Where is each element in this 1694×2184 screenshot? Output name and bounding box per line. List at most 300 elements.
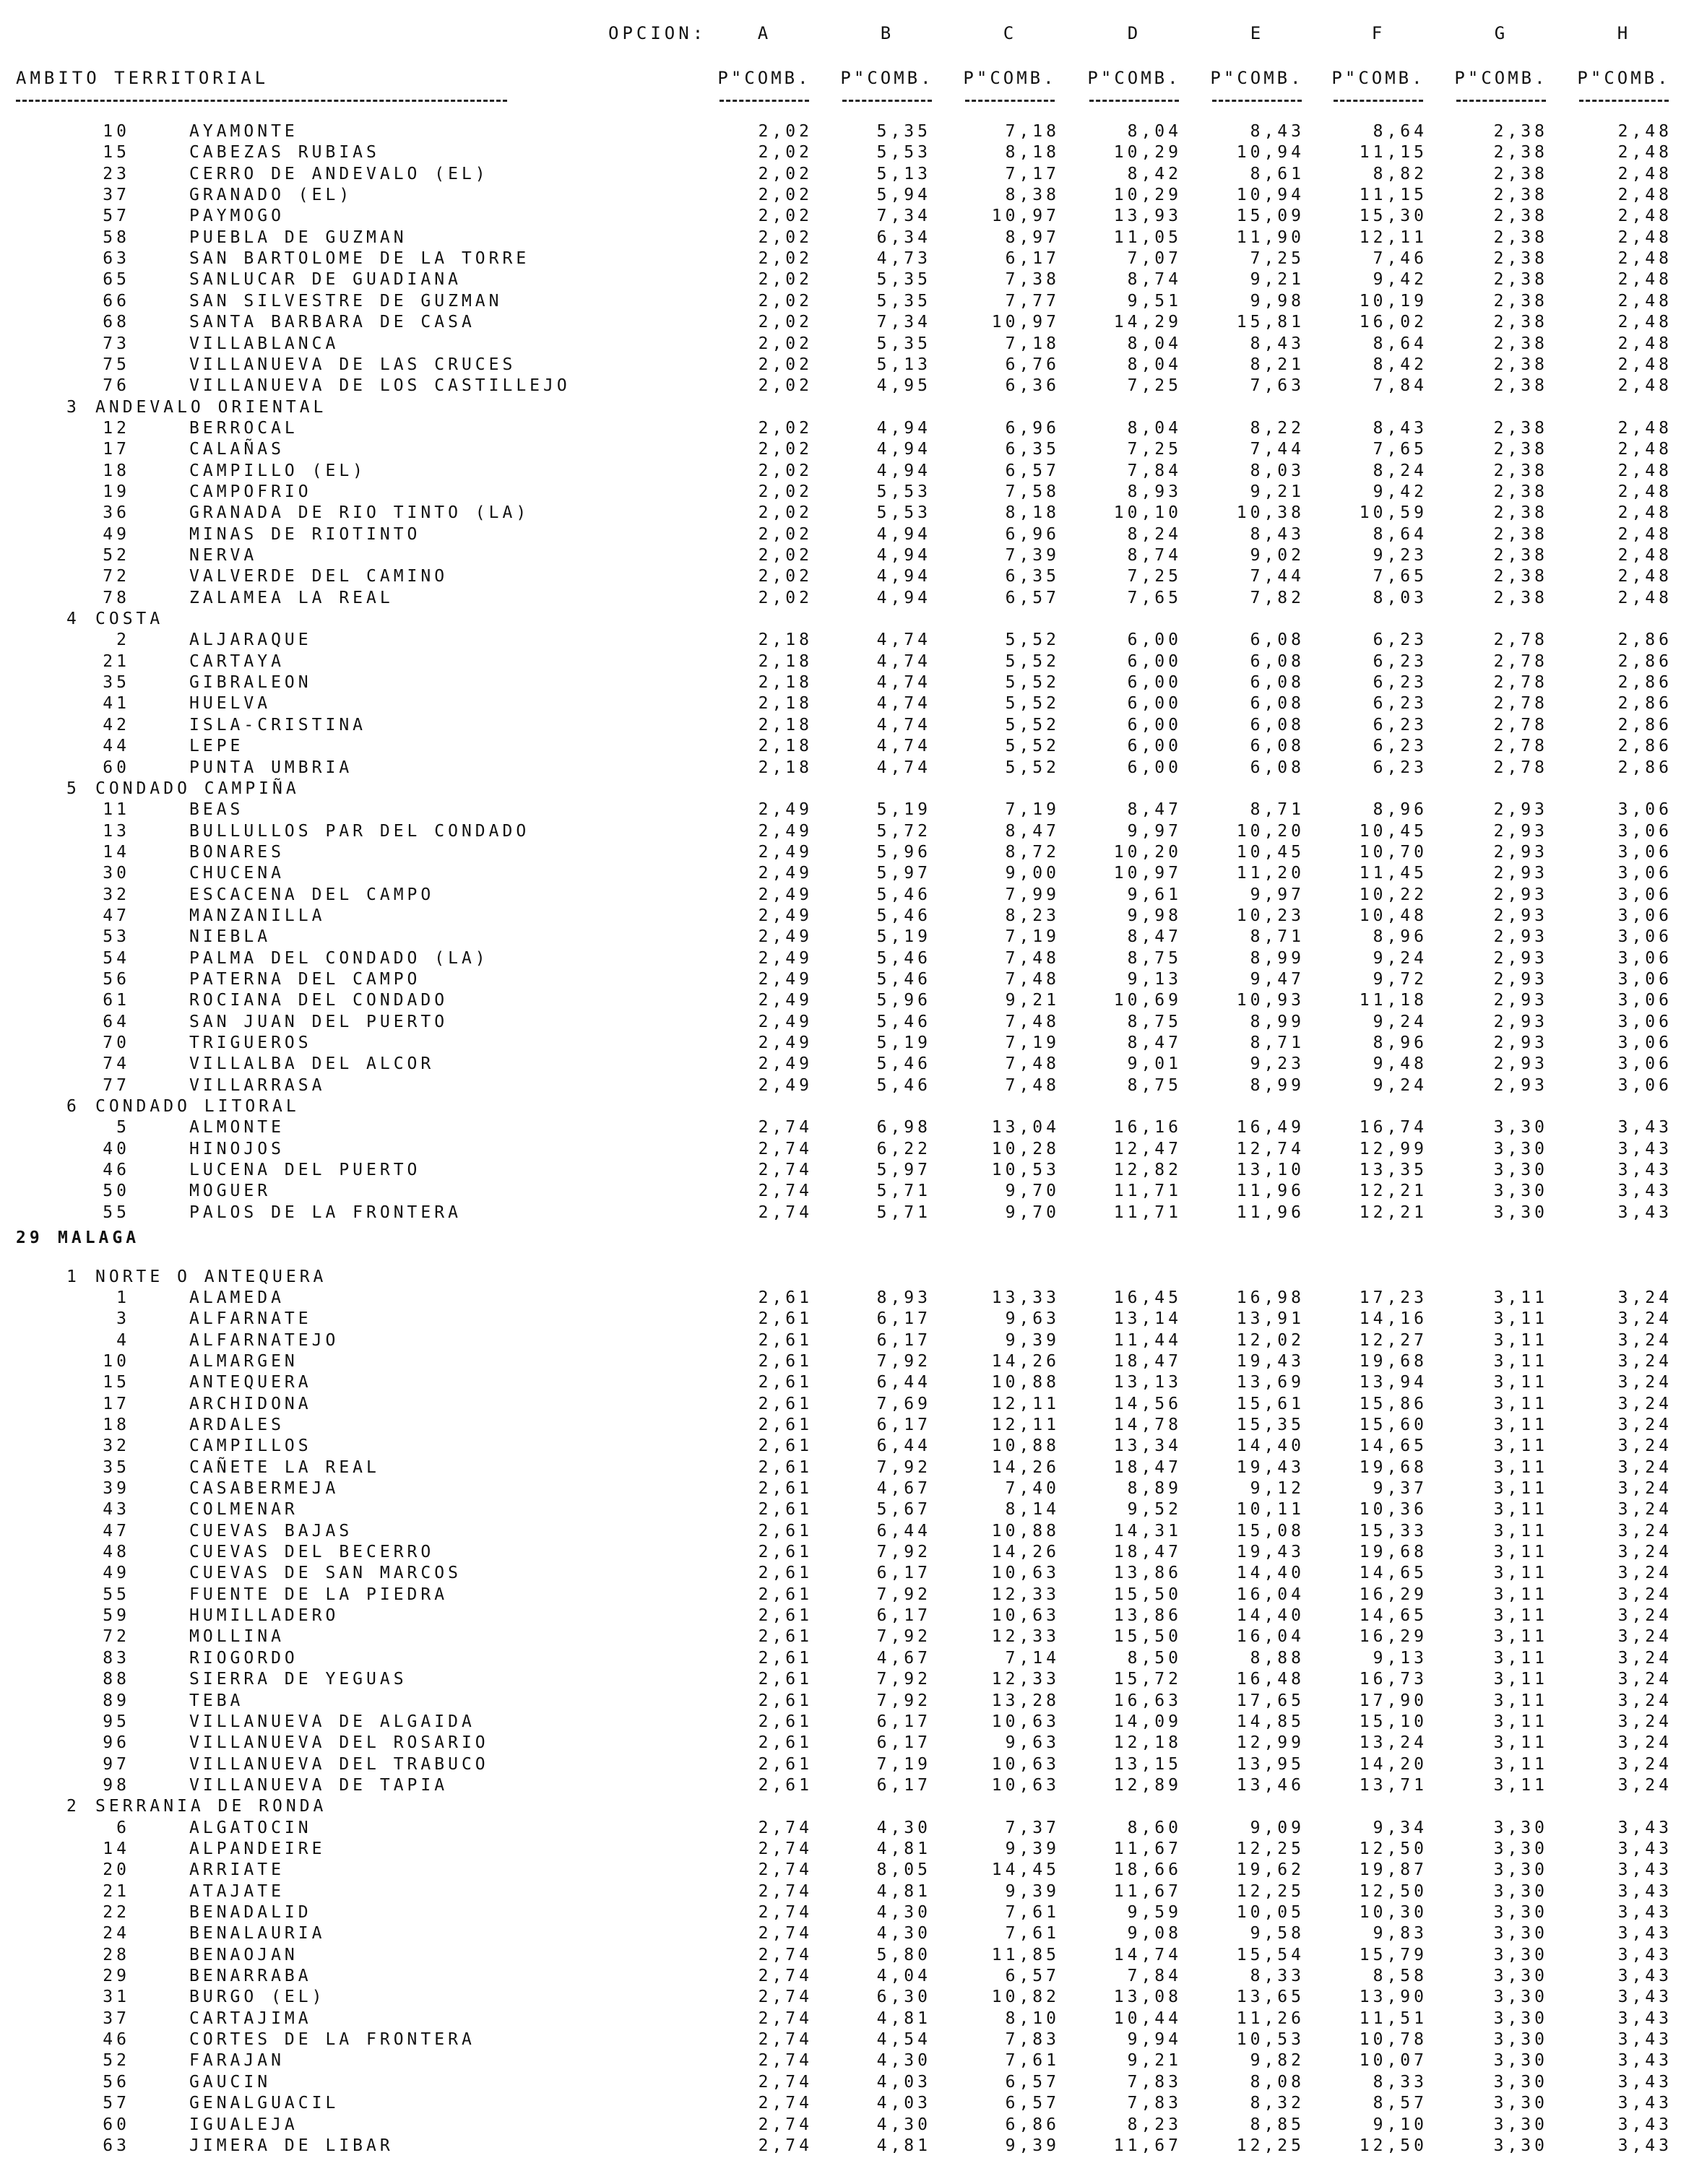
value-cell-g: 2,93 [1493, 822, 1548, 841]
value-cell-h: 2,48 [1617, 334, 1672, 353]
value-cell-b: 5,46 [876, 1054, 931, 1073]
municipality-name: BENAOJAN [189, 1946, 298, 1964]
value-cell-e: 8,32 [1250, 2094, 1305, 2112]
value-cell-e: 7,44 [1250, 567, 1305, 586]
value-cell-c: 8,72 [1005, 843, 1060, 862]
value-cell-d: 7,25 [1127, 440, 1182, 459]
value-cell-d: 18,47 [1113, 1543, 1182, 1561]
table-row [0, 164, 1694, 185]
value-cell-h: 2,48 [1617, 503, 1672, 522]
value-cell-g: 3,30 [1493, 1903, 1548, 1922]
value-cell-b: 5,46 [876, 906, 931, 925]
value-cell-g: 2,78 [1493, 673, 1548, 692]
value-cell-d: 6,00 [1127, 652, 1182, 671]
value-cell-f: 9,23 [1373, 546, 1427, 565]
municipality-code: 6 [116, 1819, 130, 1837]
value-cell-e: 7,25 [1250, 249, 1305, 268]
value-cell-b: 7,34 [876, 207, 931, 225]
value-cell-h: 3,24 [1617, 1585, 1672, 1604]
value-cell-b: 4,81 [876, 1882, 931, 1901]
value-cell-d: 14,29 [1113, 313, 1182, 332]
value-cell-f: 12,99 [1359, 1140, 1427, 1158]
option-underline [1579, 100, 1669, 102]
municipality-name: FARAJAN [189, 2051, 285, 2070]
value-cell-a: 2,74 [758, 1924, 813, 1943]
municipality-name: SIERRA DE YEGUAS [189, 1670, 407, 1689]
municipality-code: 37 [103, 186, 130, 204]
value-cell-e: 19,43 [1236, 1458, 1305, 1477]
municipality-code: 23 [103, 165, 130, 183]
value-cell-a: 2,74 [758, 1903, 813, 1922]
value-cell-a: 2,74 [758, 2094, 813, 2112]
municipality-name: BERROCAL [189, 419, 298, 438]
table-row [0, 2115, 1694, 2136]
value-cell-a: 2,02 [758, 589, 813, 607]
value-cell-b: 5,35 [876, 270, 931, 289]
value-cell-g: 2,38 [1493, 376, 1548, 395]
region-heading [0, 609, 1694, 630]
table-row [0, 1626, 1694, 1647]
value-cell-h: 3,24 [1617, 1436, 1672, 1455]
value-cell-h: 2,48 [1617, 313, 1672, 332]
municipality-code: 49 [103, 1564, 130, 1582]
municipality-code: 97 [103, 1755, 130, 1774]
province-label: 29 [16, 1228, 43, 1247]
table-row [0, 1733, 1694, 1754]
region-heading [0, 1796, 1694, 1817]
value-cell-b: 4,67 [876, 1649, 931, 1668]
municipality-code: 48 [103, 1543, 130, 1561]
value-cell-c: 12,33 [991, 1585, 1060, 1604]
value-cell-a: 2,02 [758, 270, 813, 289]
value-cell-f: 6,23 [1373, 758, 1427, 777]
value-cell-g: 2,38 [1493, 313, 1548, 332]
table-row [0, 2136, 1694, 2157]
value-cell-d: 18,47 [1113, 1352, 1182, 1371]
ambito-territorial-label: AMBITO TERRITORIAL [16, 68, 269, 88]
value-cell-b: 4,03 [876, 2094, 931, 2112]
value-cell-h: 3,43 [1617, 2030, 1672, 2049]
value-cell-e: 9,23 [1250, 1054, 1305, 1073]
municipality-code: 11 [103, 800, 130, 819]
value-cell-c: 6,17 [1005, 249, 1060, 268]
value-cell-e: 6,08 [1250, 737, 1305, 755]
value-cell-b: 5,67 [876, 1500, 931, 1519]
municipality-code: 31 [103, 1988, 130, 2006]
municipality-code: 30 [103, 864, 130, 883]
value-cell-c: 13,28 [991, 1691, 1060, 1710]
value-cell-a: 2,18 [758, 630, 813, 649]
municipality-name: ESCACENA DEL CAMPO [189, 885, 435, 904]
value-cell-b: 8,05 [876, 1860, 931, 1879]
value-cell-d: 8,50 [1127, 1649, 1182, 1668]
value-cell-c: 5,52 [1005, 716, 1060, 734]
value-cell-c: 10,88 [991, 1373, 1060, 1392]
value-cell-c: 6,35 [1005, 440, 1060, 459]
value-cell-a: 2,49 [758, 1054, 813, 1073]
value-cell-b: 4,95 [876, 376, 931, 395]
value-cell-g: 3,11 [1493, 1479, 1548, 1498]
value-cell-c: 10,88 [991, 1436, 1060, 1455]
municipality-name: TRIGUEROS [189, 1034, 312, 1052]
option-header-a: A [757, 23, 772, 43]
value-cell-g: 2,38 [1493, 419, 1548, 438]
value-cell-e: 14,40 [1236, 1436, 1305, 1455]
value-cell-e: 13,91 [1236, 1309, 1305, 1328]
value-cell-b: 5,13 [876, 355, 931, 374]
value-cell-h: 2,48 [1617, 122, 1672, 141]
value-cell-b: 4,67 [876, 1479, 931, 1498]
value-cell-d: 11,67 [1113, 2136, 1182, 2155]
value-cell-c: 7,17 [1005, 165, 1060, 183]
value-cell-d: 7,84 [1127, 462, 1182, 480]
value-cell-h: 3,24 [1617, 1776, 1672, 1795]
value-cell-g: 3,11 [1493, 1755, 1548, 1774]
municipality-name: CARTAYA [189, 652, 285, 671]
value-cell-d: 14,74 [1113, 1946, 1182, 1964]
value-cell-h: 3,24 [1617, 1712, 1672, 1731]
value-cell-g: 3,30 [1493, 2073, 1548, 2092]
value-cell-c: 12,11 [991, 1395, 1060, 1413]
value-cell-h: 2,48 [1617, 165, 1672, 183]
value-cell-f: 8,42 [1373, 355, 1427, 374]
value-cell-g: 2,93 [1493, 949, 1548, 968]
province-name: MALAGA [58, 1228, 140, 1247]
value-cell-c: 7,19 [1005, 1034, 1060, 1052]
municipality-name: ATAJATE [189, 1882, 285, 1901]
value-cell-b: 4,74 [876, 737, 931, 755]
value-cell-h: 2,48 [1617, 355, 1672, 374]
value-cell-g: 3,11 [1493, 1395, 1548, 1413]
province-heading [0, 1228, 1694, 1249]
value-cell-d: 6,00 [1127, 716, 1182, 734]
value-cell-g: 3,30 [1493, 2030, 1548, 2049]
value-cell-a: 2,02 [758, 313, 813, 332]
value-cell-a: 2,18 [758, 694, 813, 713]
value-cell-d: 14,31 [1113, 1522, 1182, 1540]
value-cell-c: 6,57 [1005, 2073, 1060, 2092]
value-cell-d: 9,13 [1127, 970, 1182, 989]
municipality-code: 14 [103, 843, 130, 862]
municipality-name: PUNTA UMBRIA [189, 758, 353, 777]
table-row [0, 1351, 1694, 1372]
value-cell-g: 2,93 [1493, 927, 1548, 946]
table-row [0, 630, 1694, 651]
table-row [0, 1033, 1694, 1054]
value-cell-e: 7,63 [1250, 376, 1305, 395]
value-cell-g: 2,93 [1493, 885, 1548, 904]
value-cell-e: 8,88 [1250, 1649, 1305, 1668]
value-cell-e: 8,08 [1250, 2073, 1305, 2092]
value-cell-c: 14,26 [991, 1352, 1060, 1371]
municipality-name: ALFARNATE [189, 1309, 312, 1328]
table-row [0, 1691, 1694, 1712]
value-cell-a: 2,74 [758, 1203, 813, 1222]
table-row [0, 1478, 1694, 1499]
value-cell-c: 13,33 [991, 1288, 1060, 1307]
municipality-name: RIOGORDO [189, 1649, 298, 1668]
ambito-underline [16, 100, 507, 102]
value-cell-c: 8,18 [1005, 503, 1060, 522]
municipality-name: ROCIANA DEL CONDADO [189, 991, 449, 1010]
region-name: CONDADO CAMPIÑA [95, 779, 300, 798]
value-cell-b: 7,92 [876, 1691, 931, 1710]
municipality-code: 76 [103, 376, 130, 395]
municipality-name: CORTES DE LA FRONTERA [189, 2030, 475, 2049]
value-cell-a: 2,18 [758, 737, 813, 755]
value-cell-b: 4,94 [876, 567, 931, 586]
value-cell-h: 2,48 [1617, 440, 1672, 459]
table-row [0, 969, 1694, 990]
value-cell-f: 16,02 [1359, 313, 1427, 332]
table-row [0, 121, 1694, 142]
option-underline [842, 100, 932, 102]
table-row [0, 990, 1694, 1011]
value-cell-e: 12,02 [1236, 1331, 1305, 1350]
value-cell-a: 2,74 [758, 2136, 813, 2155]
value-cell-c: 5,52 [1005, 673, 1060, 692]
value-cell-d: 13,08 [1113, 1988, 1182, 2006]
value-cell-a: 2,61 [758, 1755, 813, 1774]
value-cell-b: 6,98 [876, 1118, 931, 1137]
value-cell-e: 10,38 [1236, 503, 1305, 522]
table-row [0, 1117, 1694, 1138]
value-cell-b: 5,53 [876, 482, 931, 501]
value-cell-a: 2,02 [758, 376, 813, 395]
value-cell-f: 10,45 [1359, 822, 1427, 841]
municipality-code: 40 [103, 1140, 130, 1158]
value-cell-a: 2,61 [758, 1691, 813, 1710]
value-cell-e: 8,71 [1250, 800, 1305, 819]
value-cell-d: 9,51 [1127, 292, 1182, 311]
municipality-name: PALOS DE LA FRONTERA [189, 1203, 462, 1222]
municipality-code: 56 [103, 2073, 130, 2092]
value-cell-b: 5,80 [876, 1946, 931, 1964]
value-cell-f: 6,23 [1373, 652, 1427, 671]
table-row [0, 291, 1694, 312]
municipality-name: MINAS DE RIOTINTO [189, 525, 421, 544]
table-row [0, 1945, 1694, 1966]
municipality-name: FUENTE DE LA PIEDRA [189, 1585, 449, 1604]
municipality-name: GRANADA DE RIO TINTO (LA) [189, 503, 530, 522]
value-cell-c: 7,99 [1005, 885, 1060, 904]
value-cell-a: 2,49 [758, 822, 813, 841]
value-cell-b: 6,17 [876, 1776, 931, 1795]
table-row [0, 1181, 1694, 1202]
value-cell-b: 5,97 [876, 864, 931, 883]
municipality-code: 3 [116, 1309, 130, 1328]
value-cell-d: 10,29 [1113, 143, 1182, 162]
value-cell-a: 2,74 [758, 1161, 813, 1179]
value-cell-e: 11,96 [1236, 1203, 1305, 1222]
value-cell-d: 6,00 [1127, 694, 1182, 713]
value-cell-e: 8,99 [1250, 1076, 1305, 1095]
municipality-name: MOLLINA [189, 1627, 285, 1646]
value-cell-b: 5,46 [876, 949, 931, 968]
municipality-code: 12 [103, 419, 130, 438]
value-cell-d: 9,59 [1127, 1903, 1182, 1922]
value-cell-f: 14,65 [1359, 1436, 1427, 1455]
value-cell-h: 3,06 [1617, 1076, 1672, 1095]
value-cell-e: 11,20 [1236, 864, 1305, 883]
value-cell-h: 3,06 [1617, 885, 1672, 904]
value-cell-g: 3,30 [1493, 1161, 1548, 1179]
value-cell-f: 15,10 [1359, 1712, 1427, 1731]
value-cell-c: 10,63 [991, 1564, 1060, 1582]
value-cell-a: 2,02 [758, 334, 813, 353]
municipality-name: VILLANUEVA DE LOS CASTILLEJO [189, 376, 571, 395]
value-cell-f: 10,22 [1359, 885, 1427, 904]
value-cell-e: 9,12 [1250, 1479, 1305, 1498]
table-row [0, 376, 1694, 396]
municipality-code: 57 [103, 2094, 130, 2112]
value-cell-f: 7,65 [1373, 440, 1427, 459]
municipality-name: VILLARRASA [189, 1076, 326, 1095]
value-cell-e: 19,43 [1236, 1543, 1305, 1561]
value-cell-d: 7,83 [1127, 2094, 1182, 2112]
municipality-name: MANZANILLA [189, 906, 326, 925]
value-cell-f: 10,07 [1359, 2051, 1427, 2070]
municipality-name: CAÑETE LA REAL [189, 1458, 380, 1477]
value-cell-g: 3,30 [1493, 1840, 1548, 1858]
municipality-code: 53 [103, 927, 130, 946]
value-cell-d: 7,65 [1127, 589, 1182, 607]
region-heading [0, 1096, 1694, 1117]
municipality-code: 52 [103, 2051, 130, 2070]
table-row [0, 1054, 1694, 1075]
value-cell-h: 3,06 [1617, 1013, 1672, 1031]
municipality-code: 75 [103, 355, 130, 374]
value-cell-c: 9,70 [1005, 1182, 1060, 1200]
value-cell-d: 16,16 [1113, 1118, 1182, 1137]
value-cell-h: 3,24 [1617, 1691, 1672, 1710]
municipality-code: 49 [103, 525, 130, 544]
value-cell-c: 7,58 [1005, 482, 1060, 501]
value-cell-c: 10,53 [991, 1161, 1060, 1179]
value-cell-g: 3,30 [1493, 1882, 1548, 1901]
value-cell-f: 7,46 [1373, 249, 1427, 268]
value-cell-b: 4,54 [876, 2030, 931, 2049]
value-cell-f: 10,59 [1359, 503, 1427, 522]
value-cell-g: 3,11 [1493, 1373, 1548, 1392]
value-cell-d: 11,67 [1113, 1882, 1182, 1901]
value-cell-a: 2,61 [758, 1500, 813, 1519]
municipality-code: 46 [103, 2030, 130, 2049]
municipality-name: PALMA DEL CONDADO (LA) [189, 949, 489, 968]
value-cell-e: 9,82 [1250, 2051, 1305, 2070]
value-cell-h: 3,24 [1617, 1606, 1672, 1625]
value-cell-d: 9,01 [1127, 1054, 1182, 1073]
value-cell-a: 2,61 [758, 1522, 813, 1540]
region-name: CONDADO LITORAL [95, 1097, 300, 1116]
municipality-name: HUMILLADERO [189, 1606, 340, 1625]
value-cell-c: 7,39 [1005, 546, 1060, 565]
value-cell-f: 9,24 [1373, 1076, 1427, 1095]
value-cell-f: 8,33 [1373, 2073, 1427, 2092]
value-cell-a: 2,02 [758, 525, 813, 544]
value-cell-a: 2,61 [758, 1479, 813, 1498]
value-cell-e: 13,10 [1236, 1161, 1305, 1179]
value-cell-a: 2,49 [758, 1034, 813, 1052]
value-cell-c: 10,63 [991, 1712, 1060, 1731]
value-cell-c: 7,37 [1005, 1819, 1060, 1837]
value-cell-g: 2,38 [1493, 355, 1548, 374]
value-cell-f: 9,37 [1373, 1479, 1427, 1498]
value-cell-h: 3,43 [1617, 2051, 1672, 2070]
value-cell-e: 8,22 [1250, 419, 1305, 438]
value-cell-a: 2,49 [758, 927, 813, 946]
value-cell-a: 2,49 [758, 991, 813, 1010]
value-cell-h: 3,43 [1617, 1203, 1672, 1222]
value-cell-g: 3,11 [1493, 1309, 1548, 1328]
value-cell-b: 5,13 [876, 165, 931, 183]
value-cell-a: 2,49 [758, 885, 813, 904]
municipality-code: 52 [103, 546, 130, 565]
value-cell-d: 15,50 [1113, 1627, 1182, 1646]
municipality-name: VILLANUEVA DE ALGAIDA [189, 1712, 475, 1731]
municipality-name: ALPANDEIRE [189, 1840, 326, 1858]
value-cell-c: 6,57 [1005, 462, 1060, 480]
municipality-code: 35 [103, 1458, 130, 1477]
municipality-code: 29 [103, 1967, 130, 1985]
value-cell-e: 13,65 [1236, 1988, 1305, 2006]
value-cell-c: 14,26 [991, 1543, 1060, 1561]
value-cell-h: 3,43 [1617, 1882, 1672, 1901]
value-cell-b: 4,74 [876, 716, 931, 734]
value-cell-f: 11,15 [1359, 143, 1427, 162]
value-cell-a: 2,74 [758, 1118, 813, 1137]
value-cell-a: 2,02 [758, 503, 813, 522]
value-cell-a: 2,61 [758, 1776, 813, 1795]
value-cell-b: 4,30 [876, 1819, 931, 1837]
value-cell-f: 8,43 [1373, 419, 1427, 438]
value-cell-b: 4,74 [876, 673, 931, 692]
table-row [0, 1075, 1694, 1096]
municipality-name: CAMPILLOS [189, 1436, 312, 1455]
option-underline [965, 100, 1055, 102]
value-cell-h: 3,06 [1617, 949, 1672, 968]
value-cell-h: 2,48 [1617, 143, 1672, 162]
value-cell-b: 5,71 [876, 1182, 931, 1200]
value-cell-b: 5,96 [876, 843, 931, 862]
municipality-code: 77 [103, 1076, 130, 1095]
municipality-code: 59 [103, 1606, 130, 1625]
table-row [0, 503, 1694, 524]
municipality-code: 95 [103, 1712, 130, 1731]
value-cell-d: 8,04 [1127, 355, 1182, 374]
value-cell-b: 4,81 [876, 1840, 931, 1858]
value-cell-h: 3,06 [1617, 822, 1672, 841]
value-cell-d: 12,18 [1113, 1733, 1182, 1752]
municipality-name: CARTAJIMA [189, 2009, 312, 2028]
value-cell-b: 4,30 [876, 1924, 931, 1943]
municipality-code: 17 [103, 1395, 130, 1413]
value-cell-e: 8,43 [1250, 122, 1305, 141]
table-row [0, 1775, 1694, 1796]
option-underline [1334, 100, 1423, 102]
value-cell-c: 6,76 [1005, 355, 1060, 374]
municipality-name: PATERNA DEL CAMPO [189, 970, 421, 989]
value-cell-a: 2,49 [758, 970, 813, 989]
value-cell-c: 9,39 [1005, 1882, 1060, 1901]
value-cell-c: 7,14 [1005, 1649, 1060, 1668]
value-cell-d: 8,04 [1127, 334, 1182, 353]
value-cell-e: 13,69 [1236, 1373, 1305, 1392]
value-cell-d: 13,15 [1113, 1755, 1182, 1774]
municipality-name: SAN SILVESTRE DE GUZMAN [189, 292, 503, 311]
value-cell-g: 3,11 [1493, 1436, 1548, 1455]
value-cell-d: 7,84 [1127, 1967, 1182, 1985]
